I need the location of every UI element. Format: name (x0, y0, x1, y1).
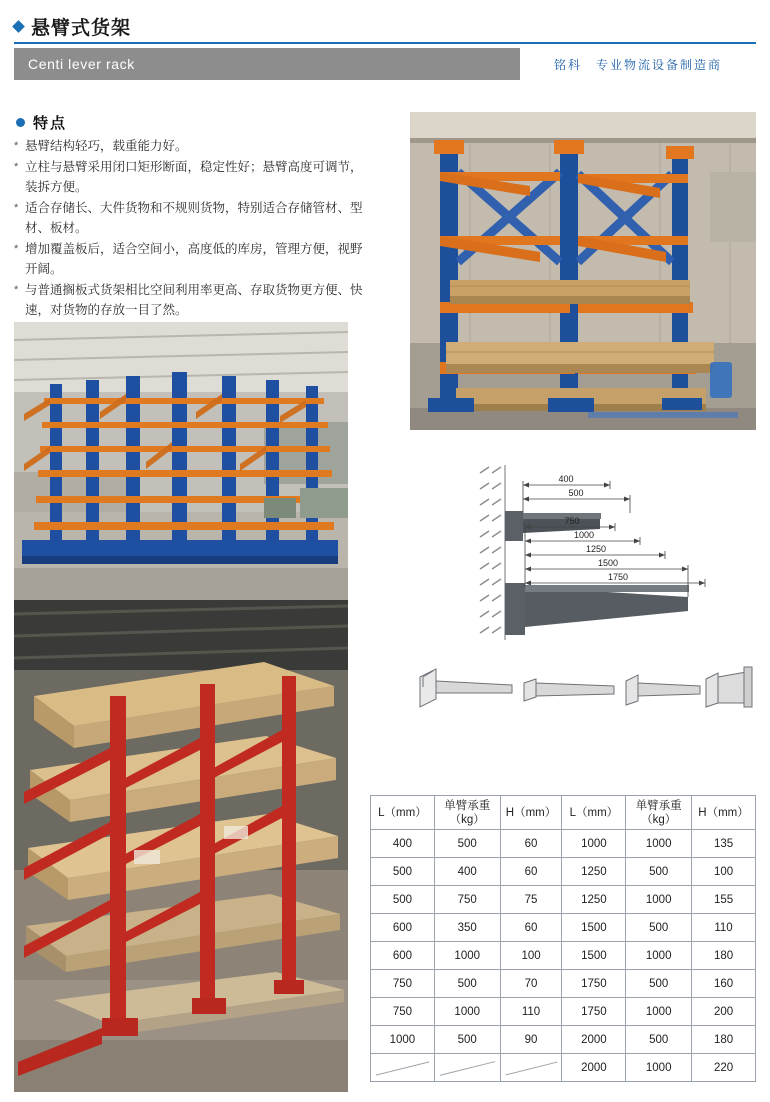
asterisk-icon: * (14, 140, 19, 152)
title-divider (14, 42, 756, 44)
feature-text: 与普通搁板式货架相比空间利用率更高、存取货物更方便、快速，对货物的存放一目了然。 (25, 283, 363, 317)
brand-name: 铭科 (553, 57, 582, 72)
cell: 1000 (434, 942, 500, 970)
cell: 600 (371, 914, 435, 942)
bullet-dot-icon (16, 118, 25, 127)
dim-1500: 1500 (597, 558, 619, 568)
cell: 400 (371, 830, 435, 858)
cell: 500 (434, 970, 500, 998)
list-item (14, 239, 364, 279)
cell: 200 (692, 998, 756, 1026)
dim-1750: 1750 (607, 572, 629, 582)
title-cn: 悬臂式货架 (31, 17, 132, 39)
cell: 100 (500, 942, 562, 970)
table-row (371, 914, 756, 942)
features-heading-label: 特点 (33, 115, 68, 132)
table-row (371, 970, 756, 998)
cell-empty (371, 1054, 435, 1082)
list-item (14, 157, 364, 197)
col-header-load1: 单臂承重（kg） (434, 796, 500, 830)
cell: 500 (626, 970, 692, 998)
cell: 60 (500, 914, 562, 942)
cell: 1500 (562, 942, 626, 970)
cell: 110 (500, 998, 562, 1026)
table-row (371, 998, 756, 1026)
cell: 1000 (626, 886, 692, 914)
cell: 180 (692, 942, 756, 970)
cell: 1000 (626, 1054, 692, 1082)
cell: 1250 (562, 858, 626, 886)
cell: 350 (434, 914, 500, 942)
col-header-load2: 单臂承重（kg） (626, 796, 692, 830)
asterisk-icon: * (14, 284, 19, 296)
brand-slogan: 专业物流设备制造商 (596, 57, 723, 72)
cell: 1000 (626, 830, 692, 858)
table-row (371, 1026, 756, 1054)
cell: 500 (626, 914, 692, 942)
cell: 135 (692, 830, 756, 858)
dim-1000: 1000 (573, 530, 595, 540)
col-header-h2: H（mm） (692, 796, 756, 830)
subtitle-bar (14, 48, 756, 80)
photo-rack-red (14, 600, 348, 1092)
cell: 70 (500, 970, 562, 998)
cell: 60 (500, 858, 562, 886)
cell: 1750 (562, 998, 626, 1026)
feature-text: 立柱与悬臂采用闭口矩形断面，稳定性好；悬臂高度可调节，装拆方便。 (25, 160, 363, 194)
photo-rack-warehouse (14, 322, 348, 608)
cell: 1000 (626, 998, 692, 1026)
table-row (371, 942, 756, 970)
cell: 500 (626, 858, 692, 886)
technical-drawing (400, 455, 760, 765)
cell: 155 (692, 886, 756, 914)
list-item (14, 280, 364, 320)
cell: 1000 (562, 830, 626, 858)
col-header-h1: H（mm） (500, 796, 562, 830)
cell: 500 (434, 1026, 500, 1054)
spec-table (370, 795, 756, 1082)
cell: 750 (434, 886, 500, 914)
cell: 1000 (626, 942, 692, 970)
table-row (371, 886, 756, 914)
feature-text: 适合存储长、大件货物和不规则货物，特别适合存储管材、型材、板材。 (25, 201, 363, 235)
cell: 500 (434, 830, 500, 858)
page-title (14, 10, 756, 42)
cell: 500 (371, 886, 435, 914)
col-header-l2: L（mm） (562, 796, 626, 830)
dim-1250: 1250 (585, 544, 607, 554)
photo-rack-timber (410, 112, 756, 430)
cell-empty (434, 1054, 500, 1082)
feature-text: 增加覆盖板后，适合空间小，高度低的库房，管理方便，视野开阔。 (25, 242, 363, 276)
cell: 600 (371, 942, 435, 970)
features-list (14, 136, 364, 321)
cell: 400 (434, 858, 500, 886)
cell: 2000 (562, 1054, 626, 1082)
features-heading (16, 112, 67, 133)
cell: 90 (500, 1026, 562, 1054)
cell: 1000 (371, 1026, 435, 1054)
cell: 220 (692, 1054, 756, 1082)
diamond-icon (12, 20, 25, 33)
cell: 180 (692, 1026, 756, 1054)
list-item (14, 136, 364, 156)
cell: 1750 (562, 970, 626, 998)
dim-400: 400 (558, 474, 574, 484)
dim-500: 500 (568, 488, 584, 498)
table-header-row (371, 796, 756, 830)
table-row (371, 830, 756, 858)
cell: 500 (626, 1026, 692, 1054)
cell: 75 (500, 886, 562, 914)
table-row (371, 858, 756, 886)
title-en: Centi lever rack (28, 56, 135, 72)
cell: 1250 (562, 886, 626, 914)
brand-text (554, 56, 722, 73)
feature-text: 悬臂结构轻巧，载重能力好。 (25, 139, 188, 153)
cell: 110 (692, 914, 756, 942)
cell: 750 (371, 970, 435, 998)
asterisk-icon: * (14, 202, 19, 214)
cell-empty (500, 1054, 562, 1082)
list-item (14, 198, 364, 238)
cell: 100 (692, 858, 756, 886)
cell: 60 (500, 830, 562, 858)
brand-block (520, 48, 756, 80)
cell: 1500 (562, 914, 626, 942)
cell: 1000 (434, 998, 500, 1026)
cell: 160 (692, 970, 756, 998)
cell: 500 (371, 858, 435, 886)
asterisk-icon: * (14, 243, 19, 255)
cell: 750 (371, 998, 435, 1026)
asterisk-icon: * (14, 161, 19, 173)
cell: 2000 (562, 1026, 626, 1054)
table-row (371, 1054, 756, 1082)
dim-750: 750 (564, 516, 580, 526)
col-header-l1: L（mm） (371, 796, 435, 830)
